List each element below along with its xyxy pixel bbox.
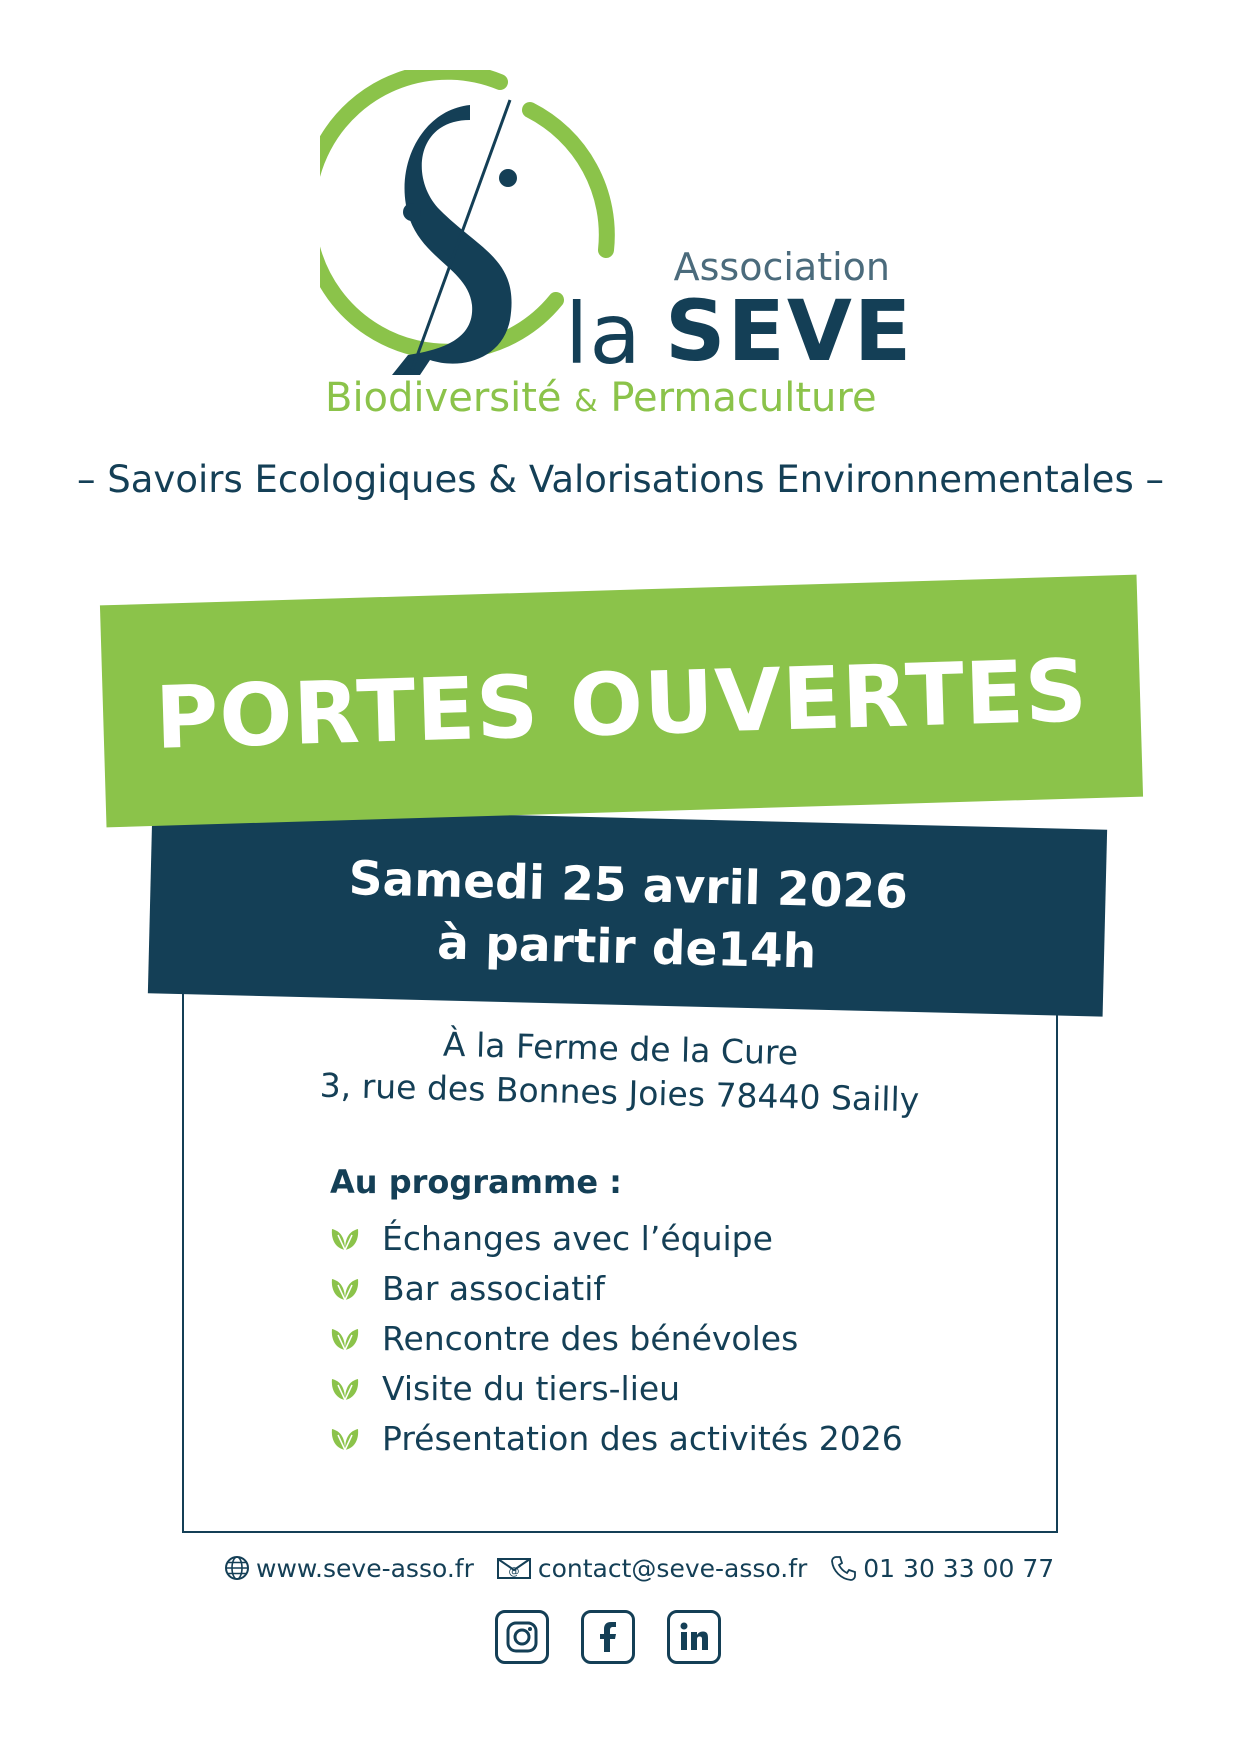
facebook-button[interactable] bbox=[581, 1610, 635, 1664]
website-contact[interactable] bbox=[224, 1554, 474, 1583]
logo-la: la bbox=[565, 285, 642, 383]
linkedin-button[interactable] bbox=[667, 1610, 721, 1664]
instagram-button[interactable] bbox=[495, 1610, 549, 1664]
website-link[interactable]: www.seve-asso.fr bbox=[256, 1553, 474, 1583]
logo-subtitle-part2: Permaculture bbox=[610, 375, 877, 421]
logo-seve: SEVE bbox=[665, 282, 914, 380]
leaf-icon bbox=[330, 1423, 360, 1453]
globe-icon bbox=[224, 1555, 250, 1581]
program-item bbox=[330, 1363, 903, 1413]
program-item bbox=[330, 1413, 903, 1463]
event-time: à partir de14h bbox=[436, 915, 817, 980]
logo-association: Association bbox=[673, 245, 890, 289]
tagline: – Savoirs Ecologiques & Valorisations Environnementales – bbox=[77, 458, 1164, 501]
address-line1: À la Ferme de la Cure bbox=[442, 1024, 799, 1073]
facebook-icon bbox=[591, 1620, 625, 1654]
date-text bbox=[149, 843, 1107, 990]
instagram-icon bbox=[505, 1620, 539, 1654]
program-item-label: Visite du tiers-lieu bbox=[382, 1368, 681, 1408]
program-item-label: Présentation des activités 2026 bbox=[382, 1418, 903, 1458]
phone-icon bbox=[829, 1554, 857, 1582]
program-item bbox=[330, 1263, 903, 1313]
email-icon bbox=[496, 1555, 532, 1581]
leaf-icon bbox=[330, 1323, 360, 1353]
event-date: Samedi 25 avril 2026 bbox=[348, 851, 909, 920]
program-item-label: Échanges avec l’équipe bbox=[382, 1218, 773, 1258]
program-item bbox=[330, 1213, 903, 1263]
svg-text:@: @ bbox=[508, 1565, 520, 1578]
address-line2: 3, rue des Bonnes Joies 78440 Sailly bbox=[319, 1065, 920, 1120]
email-link[interactable]: contact@seve-asso.fr bbox=[537, 1553, 808, 1583]
program-item bbox=[330, 1313, 903, 1363]
contact-row bbox=[224, 1548, 1076, 1588]
leaf-icon bbox=[330, 1273, 360, 1303]
event-title: PORTES OUVERTES bbox=[153, 641, 1090, 769]
program-list bbox=[330, 1213, 903, 1463]
email-contact[interactable] bbox=[496, 1554, 807, 1583]
program-item-label: Rencontre des bénévoles bbox=[382, 1318, 799, 1358]
phone-contact[interactable] bbox=[829, 1554, 1054, 1583]
leaf-icon bbox=[330, 1223, 360, 1253]
leaf-icon bbox=[330, 1373, 360, 1403]
logo-subtitle-amp: & bbox=[574, 384, 598, 419]
social-links bbox=[495, 1610, 721, 1664]
linkedin-icon bbox=[677, 1620, 711, 1654]
phone-number[interactable]: 01 30 33 00 77 bbox=[863, 1553, 1055, 1583]
program-item-label: Bar associatif bbox=[382, 1268, 605, 1308]
logo-subtitle-part1: Biodiversité bbox=[325, 375, 562, 421]
program-title: Au programme : bbox=[330, 1163, 622, 1201]
logo-subtitle bbox=[325, 375, 877, 421]
